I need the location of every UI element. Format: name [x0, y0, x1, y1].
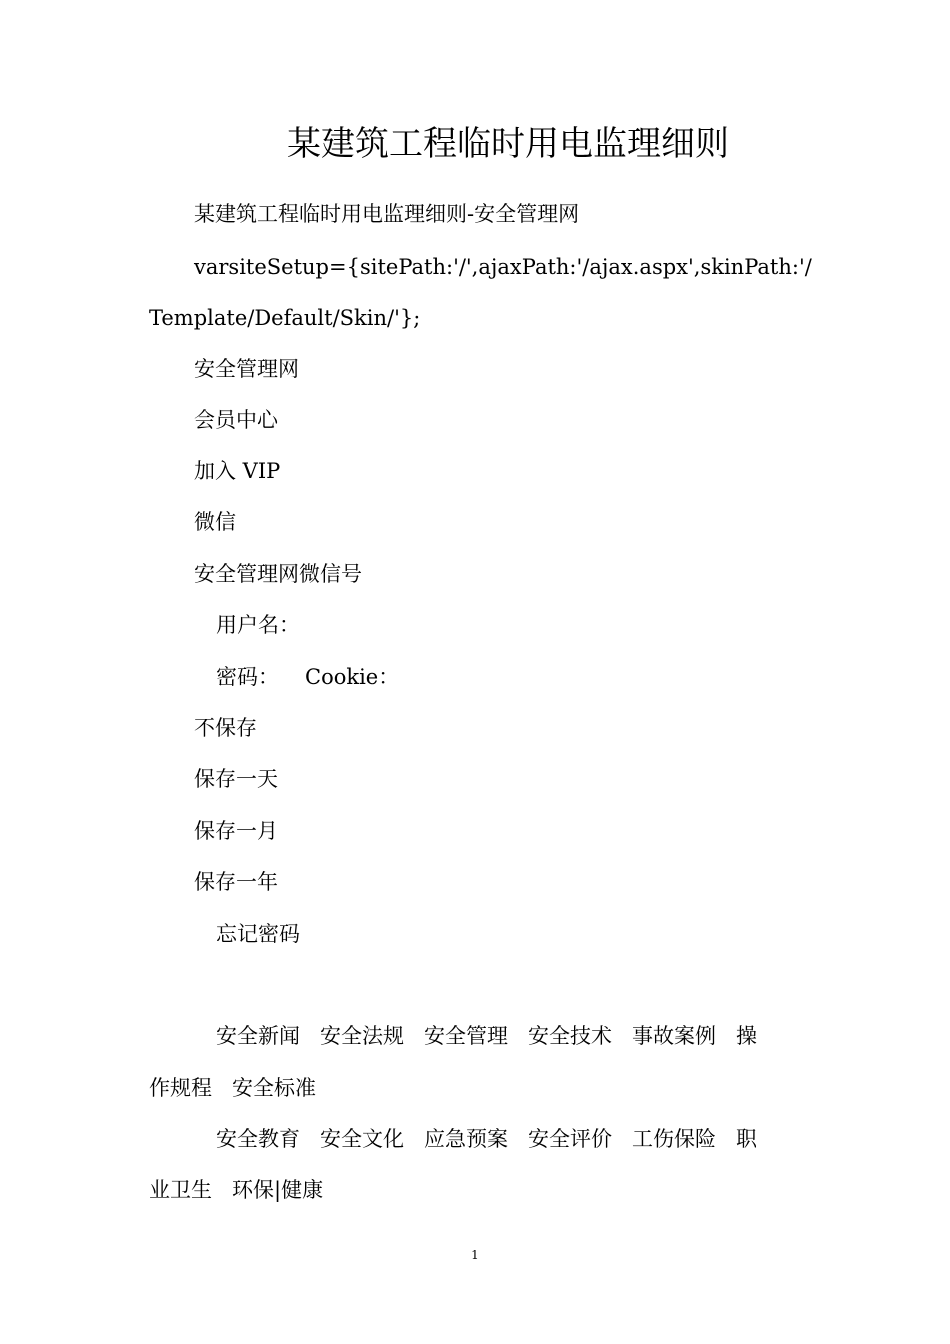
nav-safety-culture[interactable]: 安全文化 — [320, 1127, 404, 1151]
wechat-link[interactable]: 微信 — [194, 510, 236, 534]
cookie-option-day[interactable]: 保存一天 — [194, 767, 278, 791]
wechat-account-text: 安全管理网微信号 — [194, 562, 362, 586]
join-vip-link[interactable]: 加入 VIP — [194, 459, 281, 483]
forgot-password-link[interactable]: 忘记密码 — [216, 922, 300, 946]
nav-safety-evaluation[interactable]: 安全评价 — [528, 1127, 612, 1151]
cookie-option-none[interactable]: 不保存 — [194, 716, 257, 740]
nav-safety-standards[interactable]: 安全标准 — [232, 1076, 316, 1100]
member-center-link[interactable]: 会员中心 — [194, 408, 278, 432]
nav-work-injury-insurance[interactable]: 工伤保险 — [632, 1127, 716, 1151]
password-label: 密码： — [216, 665, 279, 689]
username-label: 用户名： — [216, 613, 300, 637]
nav-safety-education[interactable]: 安全教育 — [216, 1127, 300, 1151]
nav-row-1 — [216, 1022, 757, 1050]
cookie-option-month[interactable]: 保存一月 — [194, 819, 278, 843]
nav-row-2 — [216, 1125, 757, 1153]
cookie-label: Cookie： — [305, 665, 400, 689]
nav-operating-procedures-start[interactable]: 操 — [736, 1024, 757, 1048]
site-name-link[interactable]: 安全管理网 — [194, 357, 299, 381]
nav-environment-health[interactable]: 环保|健康 — [232, 1178, 324, 1202]
nav-occupational-health-end[interactable]: 业卫生 — [149, 1178, 212, 1202]
cookie-option-year[interactable]: 保存一年 — [194, 870, 278, 894]
nav-occupational-health-start[interactable]: 职 — [736, 1127, 757, 1151]
nav-safety-technology[interactable]: 安全技术 — [528, 1024, 612, 1048]
script-line-1: varsiteSetup={sitePath:'/',ajaxPath:'/ajax.aspx',skinPath:'/ — [194, 255, 812, 279]
nav-safety-management[interactable]: 安全管理 — [424, 1024, 508, 1048]
page-number: 1 — [471, 1248, 479, 1262]
nav-emergency-plans[interactable]: 应急预案 — [424, 1127, 508, 1151]
nav-safety-news[interactable]: 安全新闻 — [216, 1024, 300, 1048]
login-password-row — [216, 663, 399, 691]
nav-safety-regulations[interactable]: 安全法规 — [320, 1024, 404, 1048]
nav-row-2-cont — [149, 1176, 323, 1204]
nav-operating-procedures-end[interactable]: 作规程 — [149, 1076, 212, 1100]
document-title: 某建筑工程临时用电监理细则 — [287, 124, 729, 164]
nav-accident-cases[interactable]: 事故案例 — [632, 1024, 716, 1048]
nav-row-1-cont — [149, 1074, 316, 1102]
document-subtitle: 某建筑工程临时用电监理细则-安全管理网 — [194, 202, 580, 226]
script-line-2: Template/Default/Skin/'}; — [149, 306, 421, 330]
